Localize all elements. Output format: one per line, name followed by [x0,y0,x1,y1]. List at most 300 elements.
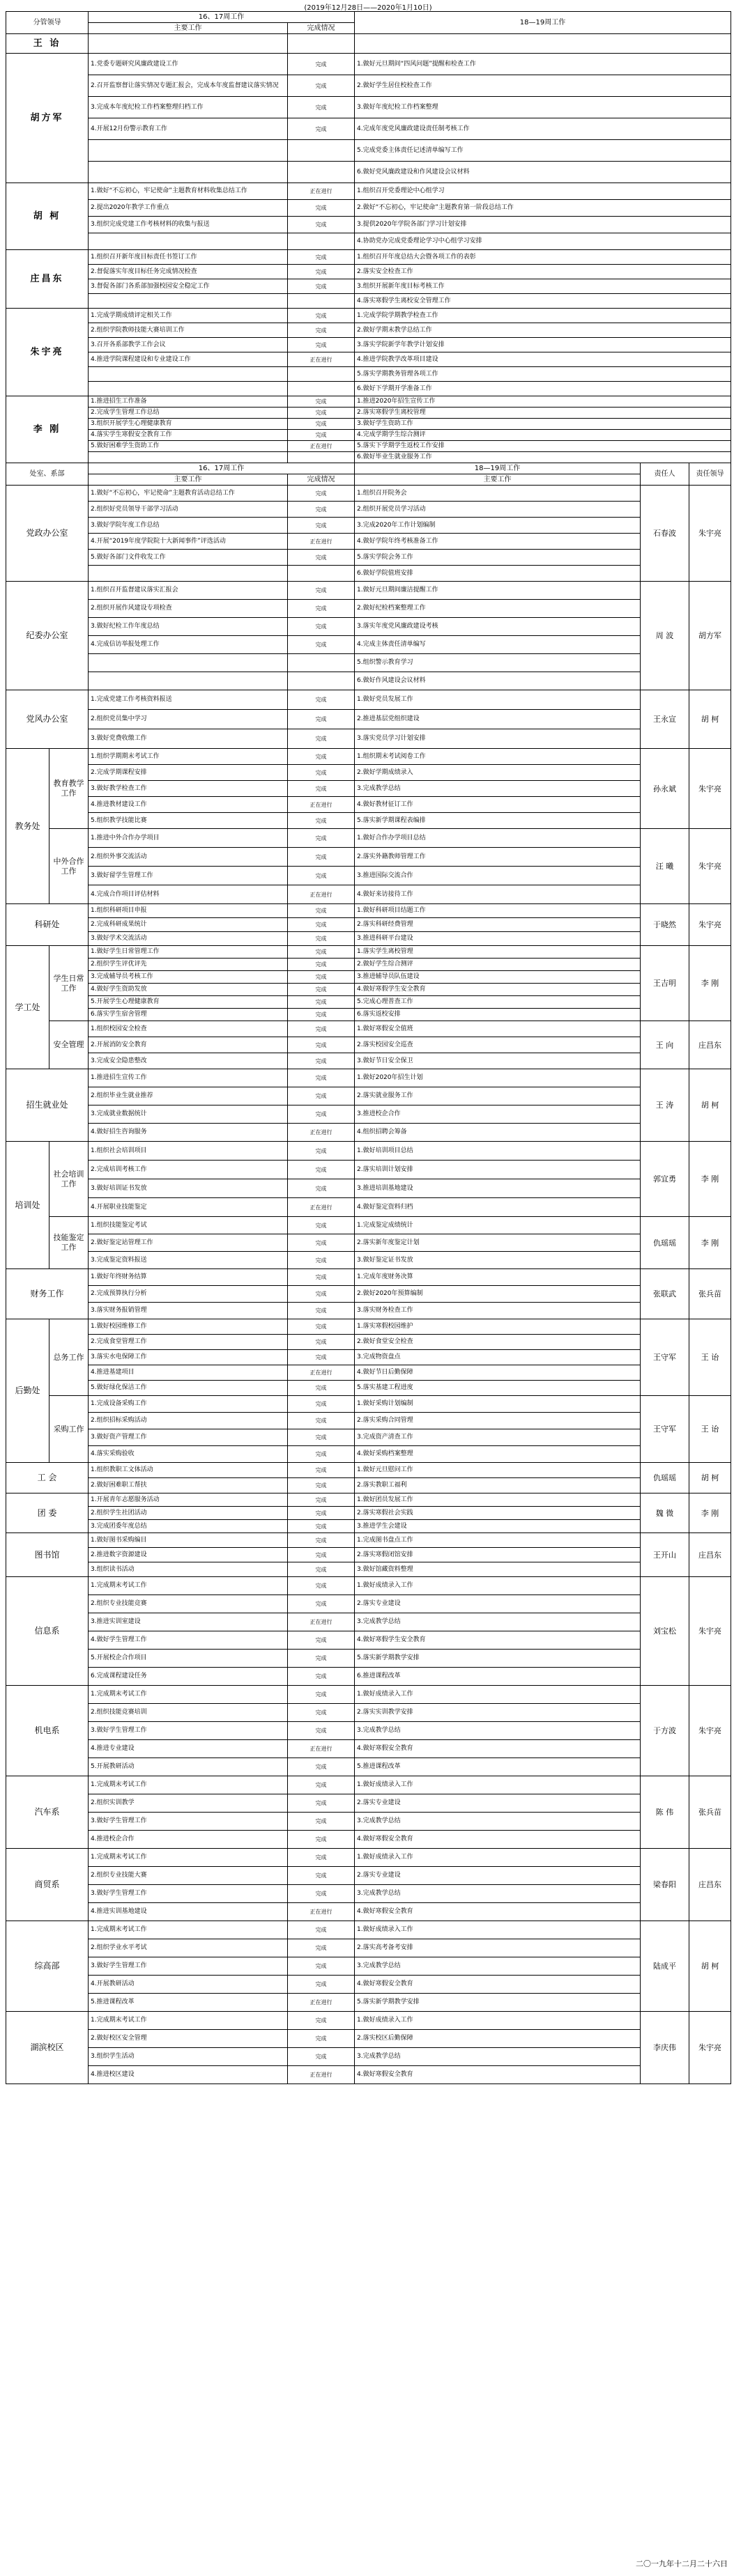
status-cell: 完成 [288,502,355,518]
table-row [6,1381,731,1396]
work-item: 4.推进教材建设工作 [89,797,288,813]
work-schedule-page [6,0,731,2576]
status-cell: 完成 [288,1053,355,1069]
dept-name: 后勤处 [6,1319,49,1463]
table-row [6,765,731,781]
leader-name: 王 诒 [689,1319,731,1396]
work-item: 2.完成培训考核工作 [89,1161,288,1179]
status-cell [288,382,355,396]
status-cell: 完成 [288,582,355,600]
status-cell: 完成 [288,309,355,323]
header-status: 完成情况 [288,474,355,486]
table-row [6,600,731,618]
table-row [6,452,731,463]
work-item: 3.做好教学检查工作 [89,781,288,797]
table-row [6,75,731,97]
work-item [89,233,288,250]
table-row [6,408,731,419]
status-cell: 完成 [288,250,355,265]
status-cell: 完成 [288,1037,355,1053]
owner-name: 王开山 [641,1533,689,1577]
next-work-item: 3.推进辅导员队伍建设 [355,971,641,984]
work-item: 2.完成预算执行分析 [89,1286,288,1303]
table-row [6,1885,731,1903]
work-item: 1.完成期末考试工作 [89,2012,288,2030]
work-item: 3.完成辅导员考核工作 [89,971,288,984]
next-work-item: 4.完成年度党风廉政建设责任制考核工作 [355,118,731,140]
next-work-item: 5.推进课程改革 [355,1758,641,1776]
table-row [6,265,731,279]
table-row [6,1493,731,1507]
status-cell: 完成 [288,1520,355,1533]
dept-name: 团 委 [6,1493,89,1533]
owner-name: 王守军 [641,1396,689,1463]
work-item: 4.推进学院课程建设和专业建设工作 [89,352,288,367]
status-cell: 完成 [288,1446,355,1463]
table-row [6,1994,731,2012]
status-cell: 完成 [288,600,355,618]
table-row [6,1198,731,1217]
table-row [6,1976,731,1994]
status-cell: 完成 [288,813,355,829]
table-row [6,1396,731,1413]
owner-name: 王 向 [641,1021,689,1069]
table-row [6,1303,731,1319]
next-work-item: 3.推进校企合作 [355,1105,641,1124]
next-work-item: 2.做好学期成绩录入 [355,765,641,781]
leader-name: 庄昌东 [689,1849,731,1921]
work-item: 1.组织教职工文体活动 [89,1463,288,1478]
table-row [6,829,731,848]
owner-name: 郭宜勇 [641,1142,689,1217]
dept-name: 党风办公室 [6,690,89,749]
work-item: 3.做好学生管理工作 [89,1885,288,1903]
next-work-item: 4.落实寒假学生离校安全管理工作 [355,294,731,309]
next-work-item: 2.做好学生居住校检查工作 [355,75,731,97]
work-item: 1.完成期末考试工作 [89,1921,288,1939]
work-item: 2.组织技能竞赛培训 [89,1704,288,1722]
table-row [6,797,731,813]
work-item: 4.落实采购验收 [89,1446,288,1463]
status-cell: 完成 [288,1921,355,1939]
next-work-item: 1.做好元旦期间“四风问题”提醒和检查工作 [355,54,731,75]
status-cell: 完成 [288,486,355,502]
work-item: 4.推进实训基地建设 [89,1903,288,1921]
work-item: 2.组织实训教学 [89,1794,288,1813]
next-work-item: 2.落实寒假闭馆安排 [355,1548,641,1562]
owner-name: 王守军 [641,1319,689,1396]
table-row [6,463,731,474]
table-row [6,279,731,294]
work-item: 3.组织读书活动 [89,1562,288,1577]
work-item: 4.推进基建项目 [89,1365,288,1381]
work-schedule-table [6,11,731,2084]
table-row [6,918,731,932]
dept-name: 工 会 [6,1463,89,1493]
status-cell: 正在进行 [288,797,355,813]
dept-name: 商贸系 [6,1849,89,1921]
table-row [6,996,731,1009]
dept-subunit: 社会培训工作 [49,1142,89,1217]
owner-name: 石春波 [641,486,689,582]
table-row [6,1179,731,1198]
work-item: 5.做好困难学生资助工作 [89,441,288,452]
work-item: 3.做好学生管理工作 [89,1722,288,1740]
work-item: 4.完成合作项目评估材料 [89,885,288,904]
status-cell: 完成 [288,1548,355,1562]
work-item: 3.召开各系部教学工作会议 [89,338,288,352]
table-row [6,12,731,23]
work-item [89,34,288,54]
work-item: 1.党委专题研究风廉政建设工作 [89,54,288,75]
table-row [6,2012,731,2030]
work-item: 3.推进实训室建设 [89,1613,288,1631]
next-work-item: 3.落实党员学习计划安排 [355,729,641,749]
next-work-item: 5.组织警示教育学习 [355,654,641,672]
next-work-item: 1.做好成绩录入工作 [355,1921,641,1939]
work-item [89,382,288,396]
table-row [6,1252,731,1269]
status-cell: 完成 [288,2048,355,2066]
leader-name: 庄昌东 [689,1533,731,1577]
next-work-item: 1.做好成绩录入工作 [355,2012,641,2030]
table-row [6,474,731,486]
table-row [6,1577,731,1595]
table-row [6,1463,731,1478]
status-cell: 完成 [288,1650,355,1668]
next-work-item: 4.协助党办完成党委理论学习中心组学习安排 [355,233,731,250]
next-work-item: 1.完成学院学期教学检查工作 [355,309,731,323]
status-cell [288,294,355,309]
status-cell: 完成 [288,1813,355,1831]
leader-name: 王 诒 [689,1396,731,1463]
table-row [6,518,731,534]
work-item [89,294,288,309]
next-work-item: 2.落实培训计划安排 [355,1161,641,1179]
table-row [6,1161,731,1179]
dept-name: 党政办公室 [6,486,89,582]
next-work-item: 4.完成主体责任清单编写 [355,636,641,654]
next-work-item: 1.做好元旦期间廉洁提醒工作 [355,582,641,600]
work-item: 1.推进招生工作准备 [89,396,288,408]
dept-name: 培训处 [6,1142,49,1269]
work-item: 1.推进招生宣传工作 [89,1069,288,1087]
next-work-item: 1.做好培训项目总结 [355,1142,641,1161]
work-item [89,140,288,162]
dept-subunit: 学生日常工作 [49,946,89,1021]
status-cell: 完成 [288,867,355,885]
next-work-item: 5.落实基建工程进度 [355,1381,641,1396]
work-item: 5.做好绿化保洁工作 [89,1381,288,1396]
table-row [6,1446,731,1463]
next-work-item: 3.推进科研平台建设 [355,932,641,946]
table-row [6,1939,731,1957]
work-item: 3.完成鉴定资料报送 [89,1252,288,1269]
header-status: 完成情况 [288,23,355,34]
table-row [6,1867,731,1885]
status-cell: 完成 [288,408,355,419]
next-work-item: 4.做好寒假安全教育 [355,1831,641,1849]
leader-name: 李 刚 [689,1142,731,1217]
status-cell: 完成 [288,1939,355,1957]
status-cell: 完成 [288,1021,355,1037]
work-item: 2.推进数字资源建设 [89,1548,288,1562]
dept-name: 综高部 [6,1921,89,2012]
leader-name: 朱宇亮 [689,904,731,946]
work-item: 1.组织技能鉴定考试 [89,1217,288,1234]
next-work-item: 2.落实寒假学生离校管理 [355,408,731,419]
next-work-item: 2.推进基层党组织建设 [355,710,641,729]
status-cell: 正在进行 [288,352,355,367]
table-row [6,1631,731,1650]
table-row [6,1595,731,1613]
work-item: 1.做好“不忘初心，牢记使命”主题教育材料收集总结工作 [89,183,288,200]
next-work-item: 1.做好成绩录入工作 [355,1577,641,1595]
work-item: 1.完成期末考试工作 [89,1776,288,1794]
table-row [6,502,731,518]
status-cell: 完成 [288,1161,355,1179]
table-row [6,1668,731,1686]
table-row [6,2030,731,2048]
work-item: 5.开展校企合作项目 [89,1650,288,1668]
table-row [6,781,731,797]
table-row [6,1429,731,1446]
next-work-item: 1.完成鉴定成绩统计 [355,1217,641,1234]
status-cell: 完成 [288,338,355,352]
next-work-item: 2.做好纪检档案整理工作 [355,600,641,618]
next-work-item: 3.完成教学总结 [355,1613,641,1631]
next-work-item: 5.落实学院会务工作 [355,550,641,566]
status-cell: 完成 [288,1758,355,1776]
table-row [6,441,731,452]
next-work-item: 1.做好元旦慰问工作 [355,1463,641,1478]
table-row [6,162,731,183]
work-item: 3.做好学生管理工作 [89,1957,288,1976]
work-item: 2.组织党员集中学习 [89,710,288,729]
header-week2: 18—19周工作 [355,463,641,474]
work-item: 1.完成设备采购工作 [89,1396,288,1413]
table-row [6,946,731,959]
header-main-work: 主要工作 [89,474,288,486]
table-row [6,1562,731,1577]
work-item: 2.组织专业技能竞赛 [89,1595,288,1613]
next-work-item: 4.组织招聘会筹备 [355,1124,641,1142]
work-item: 3.做好党费收缴工作 [89,729,288,749]
table-row [6,250,731,265]
table-row [6,118,731,140]
status-cell: 完成 [288,690,355,710]
next-work-item: 1.做好科研项目结题工作 [355,904,641,918]
next-work-item: 2.落实科研经费管理 [355,918,641,932]
status-cell: 完成 [288,1396,355,1413]
dept-name: 机电系 [6,1686,89,1776]
next-work-item: 1.组织期末考试阅卷工作 [355,749,641,765]
status-cell: 正在进行 [288,1124,355,1142]
leader-name: 朱宇亮 [689,2012,731,2084]
table-row [6,217,731,233]
next-work-item: 2.落实高考备考安排 [355,1939,641,1957]
table-row [6,1319,731,1335]
table-row [6,1903,731,1921]
status-cell: 完成 [288,75,355,97]
owner-name: 陆成平 [641,1921,689,2012]
status-cell: 完成 [288,829,355,848]
table-row [6,618,731,636]
status-cell: 完成 [288,1286,355,1303]
next-work-item: 4.做好寒假安全教育 [355,1740,641,1758]
work-item: 4.落实学生寒假安全教育工作 [89,430,288,441]
table-row [6,1722,731,1740]
leader-name: 张兵苗 [689,1269,731,1319]
work-item: 1.完成期末考试工作 [89,1577,288,1595]
next-work-item: 4.做好教材征订工作 [355,797,641,813]
work-item: 1.做好年终财务结算 [89,1269,288,1286]
next-work-item: 3.完成教学总结 [355,1885,641,1903]
owner-name: 仇瑶瑶 [641,1463,689,1493]
dept-subunit: 总务工作 [49,1319,89,1396]
table-row [6,971,731,984]
next-work-item: 3.完成教学总结 [355,1957,641,1976]
status-cell: 完成 [288,265,355,279]
work-item: 2.组织学院教师技能大赛培训工作 [89,323,288,338]
work-item: 4.推进校区建设 [89,2066,288,2084]
status-cell: 完成 [288,1831,355,1849]
work-item: 3.做好学术交流活动 [89,932,288,946]
work-item: 1.做好“不忘初心，牢记使命”主题教育活动总结工作 [89,486,288,502]
next-work-item: 2.落实新年度鉴定计划 [355,1234,641,1252]
next-work-item: 3.做好馆藏资料整理 [355,1562,641,1577]
owner-name: 李庆伟 [641,2012,689,2084]
table-row [6,848,731,867]
next-work-item: 2.做好2020年预算编制 [355,1286,641,1303]
status-cell: 完成 [288,1319,355,1335]
work-item: 4.开展教研活动 [89,1976,288,1994]
table-row [6,729,731,749]
status-cell: 完成 [288,1794,355,1813]
status-cell [288,233,355,250]
work-item: 3.督促各部门各系部加强校园安全稳定工作 [89,279,288,294]
table-row [6,396,731,408]
table-row [6,932,731,946]
status-cell: 完成 [288,1867,355,1885]
status-cell [288,566,355,582]
next-work-item: 3.推进培训基地建设 [355,1179,641,1198]
status-cell: 完成 [288,200,355,217]
table-row [6,1507,731,1520]
leader-name: 胡方军 [6,54,89,183]
work-item: 4.推进专业建设 [89,1740,288,1758]
work-item: 3.做好留学生管理工作 [89,867,288,885]
status-cell: 正在进行 [288,2066,355,2084]
status-cell: 完成 [288,97,355,118]
next-work-item: 3.完成资产清查工作 [355,1429,641,1446]
status-cell: 完成 [288,396,355,408]
next-work-item: 4.做好寒假安全教育 [355,1903,641,1921]
work-item: 2.组织专业技能大赛 [89,1867,288,1885]
next-work-item: 2.做好学期末教学总结工作 [355,323,731,338]
next-work-item: 4.做好节日后勤保障 [355,1365,641,1381]
status-cell: 完成 [288,1429,355,1446]
next-work-item: 2.落实专业建设 [355,1794,641,1813]
table-row [6,140,731,162]
header-leader: 分管领导 [6,12,89,34]
next-work-item: 2.落实教职工福利 [355,1478,641,1493]
leader-name: 朱宇亮 [689,1686,731,1776]
next-work-item: 1.落实学生离校管理 [355,946,641,959]
header-leader: 责任领导 [689,463,731,486]
table-row [6,1650,731,1668]
owner-name: 魏 微 [641,1493,689,1533]
header-week1: 16、17周工作 [89,463,355,474]
status-cell: 完成 [288,1776,355,1794]
table-row [6,867,731,885]
dept-subunit: 中外合作工作 [49,829,89,904]
status-cell: 完成 [288,279,355,294]
next-work-item: 2.做好“不忘初心，牢记使命”主题教育第一阶段总结工作 [355,200,731,217]
status-cell: 完成 [288,1704,355,1722]
next-work-item: 5.落实新学期课程表编排 [355,813,641,829]
table-row [6,1957,731,1976]
work-item: 2.组织好党员领导干部学习活动 [89,502,288,518]
work-item: 2.做好鉴定站管理工作 [89,1234,288,1252]
work-item [89,452,288,463]
status-cell: 完成 [288,1885,355,1903]
table-row [6,654,731,672]
table-row [6,1776,731,1794]
status-cell: 正在进行 [288,1994,355,2012]
dept-name: 信息系 [6,1577,89,1686]
work-item [89,367,288,382]
table-row [6,419,731,430]
table-row [6,959,731,971]
work-item: 1.做好图书采购编目 [89,1533,288,1548]
work-item: 4.完成信访举报处理工作 [89,636,288,654]
status-cell: 完成 [288,323,355,338]
next-work-item [355,34,731,54]
table-row [6,1613,731,1631]
owner-name: 张联武 [641,1269,689,1319]
table-row [6,430,731,441]
work-item: 5.组织教学技能比赛 [89,813,288,829]
work-item: 1.做好校园维修工作 [89,1319,288,1335]
next-work-item: 2.落实就业服务工作 [355,1087,641,1105]
work-item: 2.完成学生管理工作总结 [89,408,288,419]
next-work-item: 2.做好学生综合测评 [355,959,641,971]
dept-subunit: 安全管理 [49,1021,89,1069]
status-cell: 完成 [288,1087,355,1105]
leader-name: 胡 柯 [689,1463,731,1493]
next-work-item: 1.做好党员发展工作 [355,690,641,710]
table-row [6,1533,731,1548]
status-cell: 完成 [288,1849,355,1867]
owner-name: 汪 曦 [641,829,689,904]
dept-name: 图书馆 [6,1533,89,1577]
footer-date: 二〇一九年十二月二十六日 [636,2559,728,2568]
next-work-item: 6.做好学院值班安排 [355,566,641,582]
leader-name: 庄昌东 [689,1021,731,1069]
next-work-item: 6.做好党风廉政建设和作风建设会议材料 [355,162,731,183]
status-cell [288,654,355,672]
next-work-item: 1.推进2020年招生宣传工作 [355,396,731,408]
table-row [6,233,731,250]
next-work-item: 3.推进学生会建设 [355,1520,641,1533]
table-row [6,1037,731,1053]
work-item: 2.完成科研成果统计 [89,918,288,932]
date-range: (2019年12月28日——2020年1月10日) [304,4,432,12]
table-row [6,1234,731,1252]
owner-name: 孙永斌 [641,749,689,829]
status-cell: 完成 [288,1234,355,1252]
